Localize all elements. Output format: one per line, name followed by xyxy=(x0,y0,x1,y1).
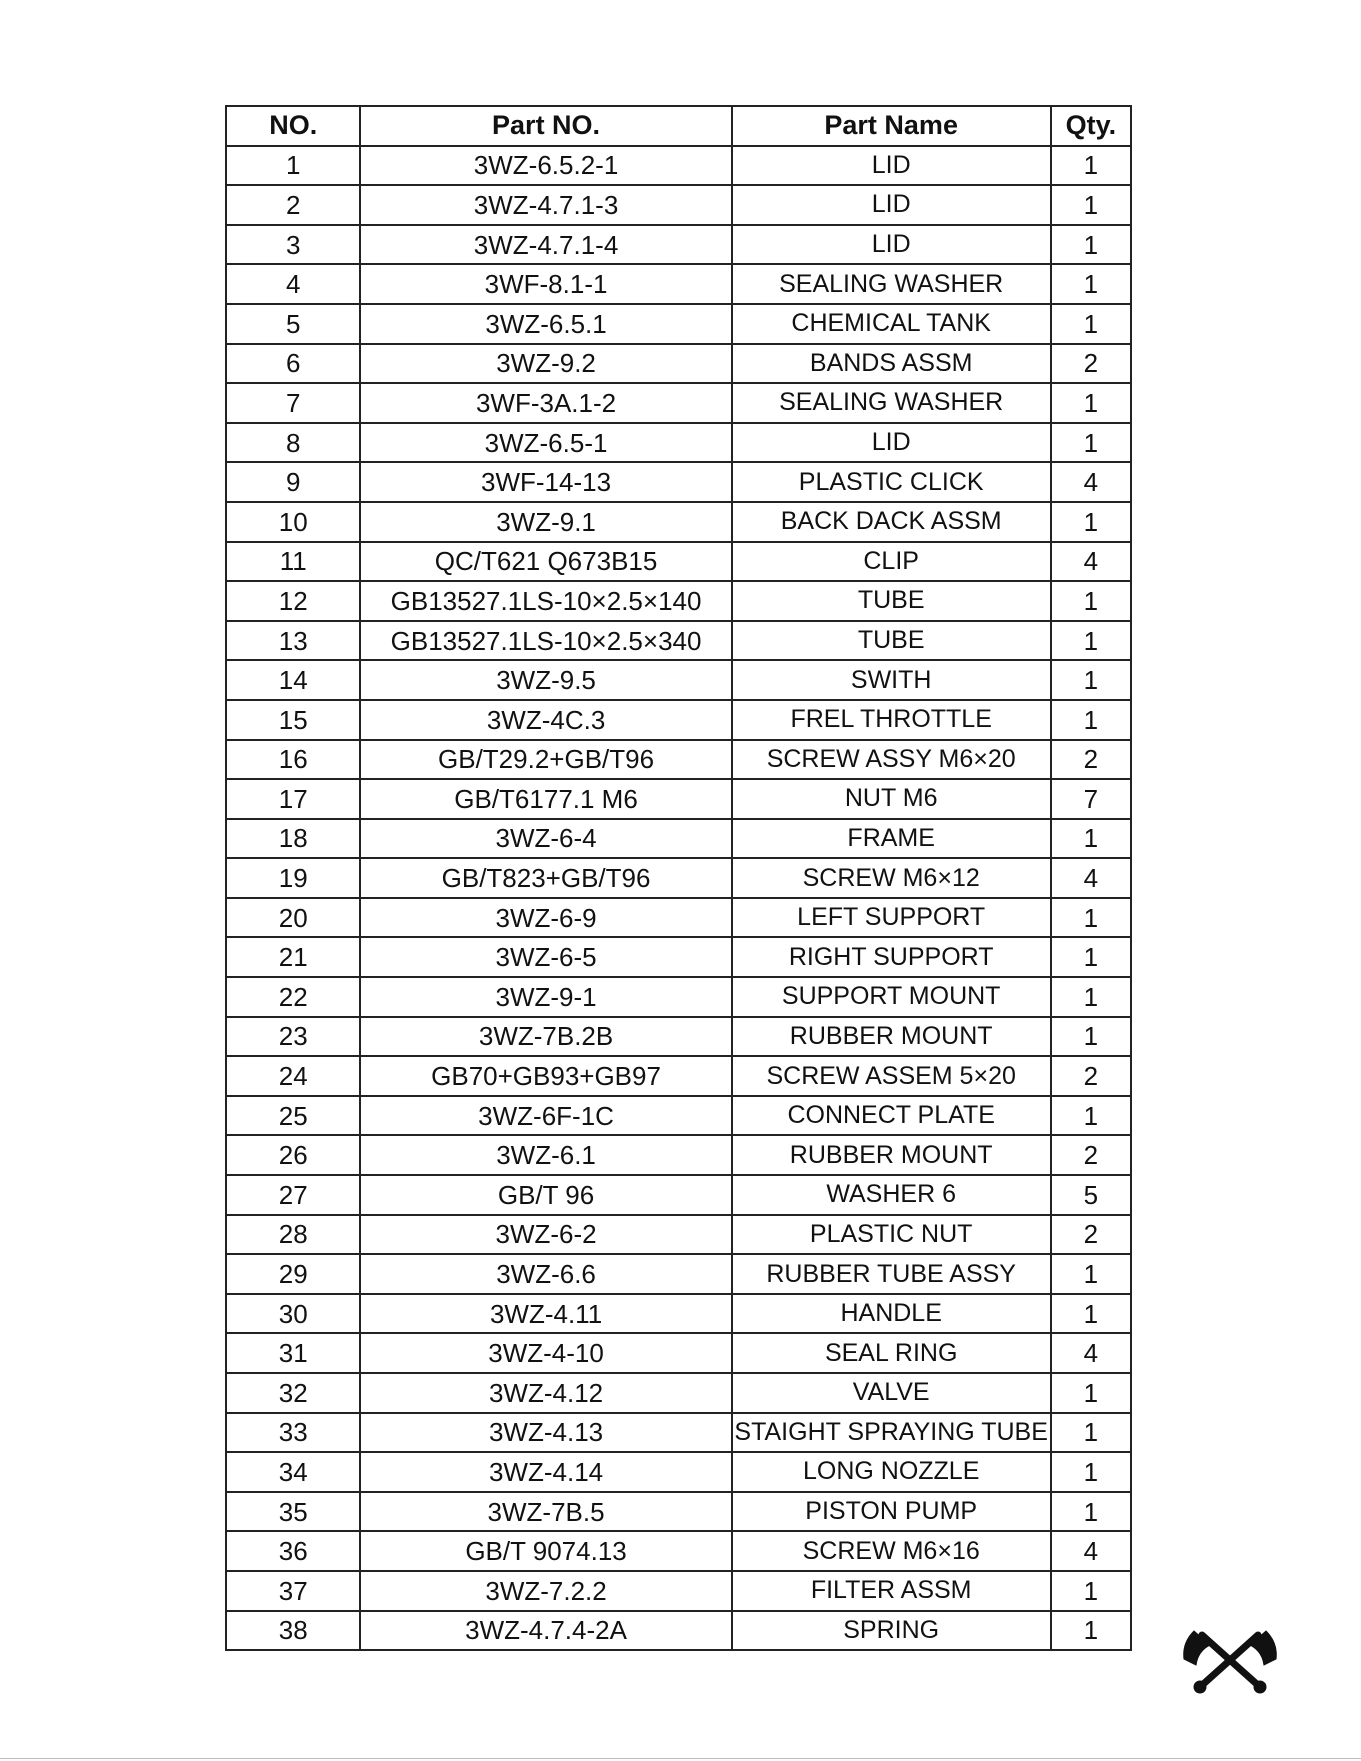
cell-part-name: TUBE xyxy=(732,581,1051,621)
cell-part-no: GB/T 96 xyxy=(360,1175,731,1215)
cell-part-no: 3WZ-4.13 xyxy=(360,1413,731,1453)
cell-no: 13 xyxy=(226,621,360,661)
cell-part-no: 3WZ-9-1 xyxy=(360,977,731,1017)
cell-qty: 2 xyxy=(1051,1056,1131,1096)
cell-no: 17 xyxy=(226,779,360,819)
cell-part-no: 3WZ-6-2 xyxy=(360,1215,731,1255)
cell-part-name: NUT M6 xyxy=(732,779,1051,819)
cell-no: 23 xyxy=(226,1017,360,1057)
cell-no: 38 xyxy=(226,1611,360,1651)
table-row xyxy=(226,1413,1131,1453)
cell-no: 29 xyxy=(226,1254,360,1294)
cell-part-name: STAIGHT SPRAYING TUBE xyxy=(732,1413,1051,1453)
table-row xyxy=(226,1096,1131,1136)
cell-part-name: RUBBER MOUNT xyxy=(732,1135,1051,1175)
cell-part-no: 3WF-3A.1-2 xyxy=(360,383,731,423)
table-row xyxy=(226,660,1131,700)
page-bottom-rule xyxy=(0,1758,1361,1759)
cell-qty: 4 xyxy=(1051,858,1131,898)
table-row xyxy=(226,1135,1131,1175)
cell-no: 19 xyxy=(226,858,360,898)
cell-part-no: 3WZ-4.7.4-2A xyxy=(360,1611,731,1651)
cell-part-name: FRAME xyxy=(732,819,1051,859)
cell-no: 16 xyxy=(226,740,360,780)
table-row xyxy=(226,1056,1131,1096)
cell-part-name: SEAL RING xyxy=(732,1333,1051,1373)
table-row xyxy=(226,1017,1131,1057)
table-row xyxy=(226,502,1131,542)
cell-part-no: GB/T823+GB/T96 xyxy=(360,858,731,898)
table-row xyxy=(226,344,1131,384)
cell-part-name: CHEMICAL TANK xyxy=(732,304,1051,344)
cell-no: 9 xyxy=(226,462,360,502)
table-row xyxy=(226,1492,1131,1532)
cell-no: 5 xyxy=(226,304,360,344)
cell-part-name: CLIP xyxy=(732,542,1051,582)
cell-part-name: LID xyxy=(732,225,1051,265)
cell-part-name: PLASTIC NUT xyxy=(732,1215,1051,1255)
cell-part-name: CONNECT PLATE xyxy=(732,1096,1051,1136)
cell-part-no: 3WZ-6-4 xyxy=(360,819,731,859)
cell-part-no: 3WZ-7B.5 xyxy=(360,1492,731,1532)
cell-part-name: SCREW ASSEM 5×20 xyxy=(732,1056,1051,1096)
cell-part-name: VALVE xyxy=(732,1373,1051,1413)
cell-no: 6 xyxy=(226,344,360,384)
cell-qty: 2 xyxy=(1051,740,1131,780)
cell-part-no: 3WZ-4.7.1-4 xyxy=(360,225,731,265)
table-row xyxy=(226,146,1131,186)
crossed-axes-icon xyxy=(1180,1625,1280,1695)
cell-no: 4 xyxy=(226,264,360,304)
cell-no: 28 xyxy=(226,1215,360,1255)
cell-part-no: 3WZ-7B.2B xyxy=(360,1017,731,1057)
table-row xyxy=(226,740,1131,780)
cell-part-name: LONG NOZZLE xyxy=(732,1452,1051,1492)
cell-part-name: LEFT SUPPORT xyxy=(732,898,1051,938)
cell-qty: 2 xyxy=(1051,1215,1131,1255)
cell-qty: 2 xyxy=(1051,344,1131,384)
header-part-name: Part Name xyxy=(732,106,1051,146)
table-row xyxy=(226,1215,1131,1255)
cell-qty: 1 xyxy=(1051,1611,1131,1651)
cell-part-name: WASHER 6 xyxy=(732,1175,1051,1215)
table-row xyxy=(226,1452,1131,1492)
cell-qty: 7 xyxy=(1051,779,1131,819)
cell-part-no: 3WZ-9.2 xyxy=(360,344,731,384)
header-row xyxy=(226,106,1131,146)
cell-qty: 1 xyxy=(1051,383,1131,423)
cell-part-name: SEALING WASHER xyxy=(732,383,1051,423)
cell-qty: 1 xyxy=(1051,1452,1131,1492)
cell-qty: 2 xyxy=(1051,1135,1131,1175)
table-row xyxy=(226,542,1131,582)
cell-qty: 4 xyxy=(1051,542,1131,582)
cell-part-name: RIGHT SUPPORT xyxy=(732,937,1051,977)
table-row xyxy=(226,1175,1131,1215)
table-row xyxy=(226,581,1131,621)
cell-qty: 4 xyxy=(1051,1333,1131,1373)
cell-part-no: GB70+GB93+GB97 xyxy=(360,1056,731,1096)
cell-no: 18 xyxy=(226,819,360,859)
cell-no: 34 xyxy=(226,1452,360,1492)
cell-no: 30 xyxy=(226,1294,360,1334)
table-row xyxy=(226,898,1131,938)
table-row xyxy=(226,1373,1131,1413)
table-row xyxy=(226,1254,1131,1294)
parts-list-table xyxy=(225,105,1132,1651)
cell-part-no: 3WZ-9.5 xyxy=(360,660,731,700)
cell-no: 7 xyxy=(226,383,360,423)
cell-no: 26 xyxy=(226,1135,360,1175)
cell-qty: 1 xyxy=(1051,1294,1131,1334)
cell-part-name: RUBBER MOUNT xyxy=(732,1017,1051,1057)
table-row xyxy=(226,423,1131,463)
cell-part-no: 3WF-14-13 xyxy=(360,462,731,502)
table-row xyxy=(226,185,1131,225)
cell-no: 15 xyxy=(226,700,360,740)
cell-part-no: GB13527.1LS-10×2.5×340 xyxy=(360,621,731,661)
cell-part-name: SPRING xyxy=(732,1611,1051,1651)
table-row xyxy=(226,937,1131,977)
cell-qty: 1 xyxy=(1051,1373,1131,1413)
cell-part-no: 3WZ-6-9 xyxy=(360,898,731,938)
cell-no: 33 xyxy=(226,1413,360,1453)
cell-part-name: FREL THROTTLE xyxy=(732,700,1051,740)
cell-no: 24 xyxy=(226,1056,360,1096)
cell-qty: 5 xyxy=(1051,1175,1131,1215)
table-row xyxy=(226,264,1131,304)
cell-qty: 1 xyxy=(1051,264,1131,304)
cell-part-name: SCREW M6×16 xyxy=(732,1531,1051,1571)
cell-part-no: 3WZ-6.5.2-1 xyxy=(360,146,731,186)
cell-part-no: 3WZ-6.5.1 xyxy=(360,304,731,344)
cell-qty: 1 xyxy=(1051,502,1131,542)
cell-qty: 1 xyxy=(1051,1017,1131,1057)
cell-qty: 1 xyxy=(1051,304,1131,344)
cell-part-name: SEALING WASHER xyxy=(732,264,1051,304)
cell-part-no: 3WZ-6F-1C xyxy=(360,1096,731,1136)
table-row xyxy=(226,1333,1131,1373)
cell-part-no: 3WZ-6.5-1 xyxy=(360,423,731,463)
cell-no: 22 xyxy=(226,977,360,1017)
cell-part-name: SWITH xyxy=(732,660,1051,700)
cell-part-name: HANDLE xyxy=(732,1294,1051,1334)
cell-part-no: 3WZ-4C.3 xyxy=(360,700,731,740)
table-row xyxy=(226,1611,1131,1651)
table-row xyxy=(226,779,1131,819)
cell-part-name: SCREW ASSY M6×20 xyxy=(732,740,1051,780)
cell-qty: 1 xyxy=(1051,1096,1131,1136)
cell-no: 3 xyxy=(226,225,360,265)
cell-part-name: FILTER ASSM xyxy=(732,1571,1051,1611)
cell-qty: 1 xyxy=(1051,977,1131,1017)
cell-qty: 1 xyxy=(1051,423,1131,463)
cell-no: 20 xyxy=(226,898,360,938)
cell-qty: 1 xyxy=(1051,700,1131,740)
cell-no: 27 xyxy=(226,1175,360,1215)
cell-part-no: 3WZ-4-10 xyxy=(360,1333,731,1373)
cell-part-no: QC/T621 Q673B15 xyxy=(360,542,731,582)
cell-part-no: 3WF-8.1-1 xyxy=(360,264,731,304)
cell-qty: 1 xyxy=(1051,1492,1131,1532)
cell-part-no: GB/T6177.1 M6 xyxy=(360,779,731,819)
table-row xyxy=(226,1571,1131,1611)
table-row xyxy=(226,383,1131,423)
table-row xyxy=(226,304,1131,344)
cell-part-name: PISTON PUMP xyxy=(732,1492,1051,1532)
cell-no: 25 xyxy=(226,1096,360,1136)
cell-no: 1 xyxy=(226,146,360,186)
cell-qty: 1 xyxy=(1051,819,1131,859)
table-body xyxy=(226,146,1131,1651)
cell-part-no: 3WZ-4.11 xyxy=(360,1294,731,1334)
cell-part-name: BACK DACK ASSM xyxy=(732,502,1051,542)
cell-part-name: TUBE xyxy=(732,621,1051,661)
cell-no: 36 xyxy=(226,1531,360,1571)
cell-qty: 1 xyxy=(1051,937,1131,977)
cell-qty: 1 xyxy=(1051,581,1131,621)
cell-part-no: 3WZ-6-5 xyxy=(360,937,731,977)
cell-part-no: 3WZ-6.1 xyxy=(360,1135,731,1175)
table-row xyxy=(226,621,1131,661)
cell-qty: 1 xyxy=(1051,1571,1131,1611)
cell-part-no: 3WZ-4.14 xyxy=(360,1452,731,1492)
cell-no: 10 xyxy=(226,502,360,542)
cell-no: 31 xyxy=(226,1333,360,1373)
table-row xyxy=(226,462,1131,502)
table-row xyxy=(226,1531,1131,1571)
cell-part-no: GB/T 9074.13 xyxy=(360,1531,731,1571)
cell-qty: 1 xyxy=(1051,898,1131,938)
cell-part-name: SUPPORT MOUNT xyxy=(732,977,1051,1017)
header-qty: Qty. xyxy=(1051,106,1131,146)
cell-qty: 4 xyxy=(1051,462,1131,502)
cell-qty: 1 xyxy=(1051,621,1131,661)
cell-part-name: SCREW M6×12 xyxy=(732,858,1051,898)
cell-qty: 1 xyxy=(1051,146,1131,186)
cell-part-name: BANDS ASSM xyxy=(732,344,1051,384)
cell-qty: 1 xyxy=(1051,1413,1131,1453)
cell-no: 21 xyxy=(226,937,360,977)
table-row xyxy=(226,819,1131,859)
cell-part-name: RUBBER TUBE ASSY xyxy=(732,1254,1051,1294)
table-row xyxy=(226,858,1131,898)
cell-no: 32 xyxy=(226,1373,360,1413)
table-row xyxy=(226,700,1131,740)
table-row xyxy=(226,1294,1131,1334)
cell-part-no: GB13527.1LS-10×2.5×140 xyxy=(360,581,731,621)
cell-part-name: LID xyxy=(732,185,1051,225)
header-no: NO. xyxy=(226,106,360,146)
table-row xyxy=(226,977,1131,1017)
cell-no: 37 xyxy=(226,1571,360,1611)
cell-part-name: LID xyxy=(732,423,1051,463)
cell-no: 2 xyxy=(226,185,360,225)
cell-qty: 1 xyxy=(1051,1254,1131,1294)
cell-part-no: 3WZ-9.1 xyxy=(360,502,731,542)
cell-qty: 1 xyxy=(1051,660,1131,700)
cell-qty: 1 xyxy=(1051,185,1131,225)
cell-no: 8 xyxy=(226,423,360,463)
cell-no: 35 xyxy=(226,1492,360,1532)
cell-part-no: 3WZ-7.2.2 xyxy=(360,1571,731,1611)
cell-part-no: 3WZ-4.7.1-3 xyxy=(360,185,731,225)
cell-part-name: LID xyxy=(732,146,1051,186)
cell-no: 12 xyxy=(226,581,360,621)
cell-part-no: GB/T29.2+GB/T96 xyxy=(360,740,731,780)
cell-part-no: 3WZ-6.6 xyxy=(360,1254,731,1294)
cell-qty: 1 xyxy=(1051,225,1131,265)
cell-qty: 4 xyxy=(1051,1531,1131,1571)
table-row xyxy=(226,225,1131,265)
table-header xyxy=(226,106,1131,146)
header-part-no: Part NO. xyxy=(360,106,731,146)
cell-part-name: PLASTIC CLICK xyxy=(732,462,1051,502)
cell-no: 11 xyxy=(226,542,360,582)
cell-part-no: 3WZ-4.12 xyxy=(360,1373,731,1413)
cell-no: 14 xyxy=(226,660,360,700)
